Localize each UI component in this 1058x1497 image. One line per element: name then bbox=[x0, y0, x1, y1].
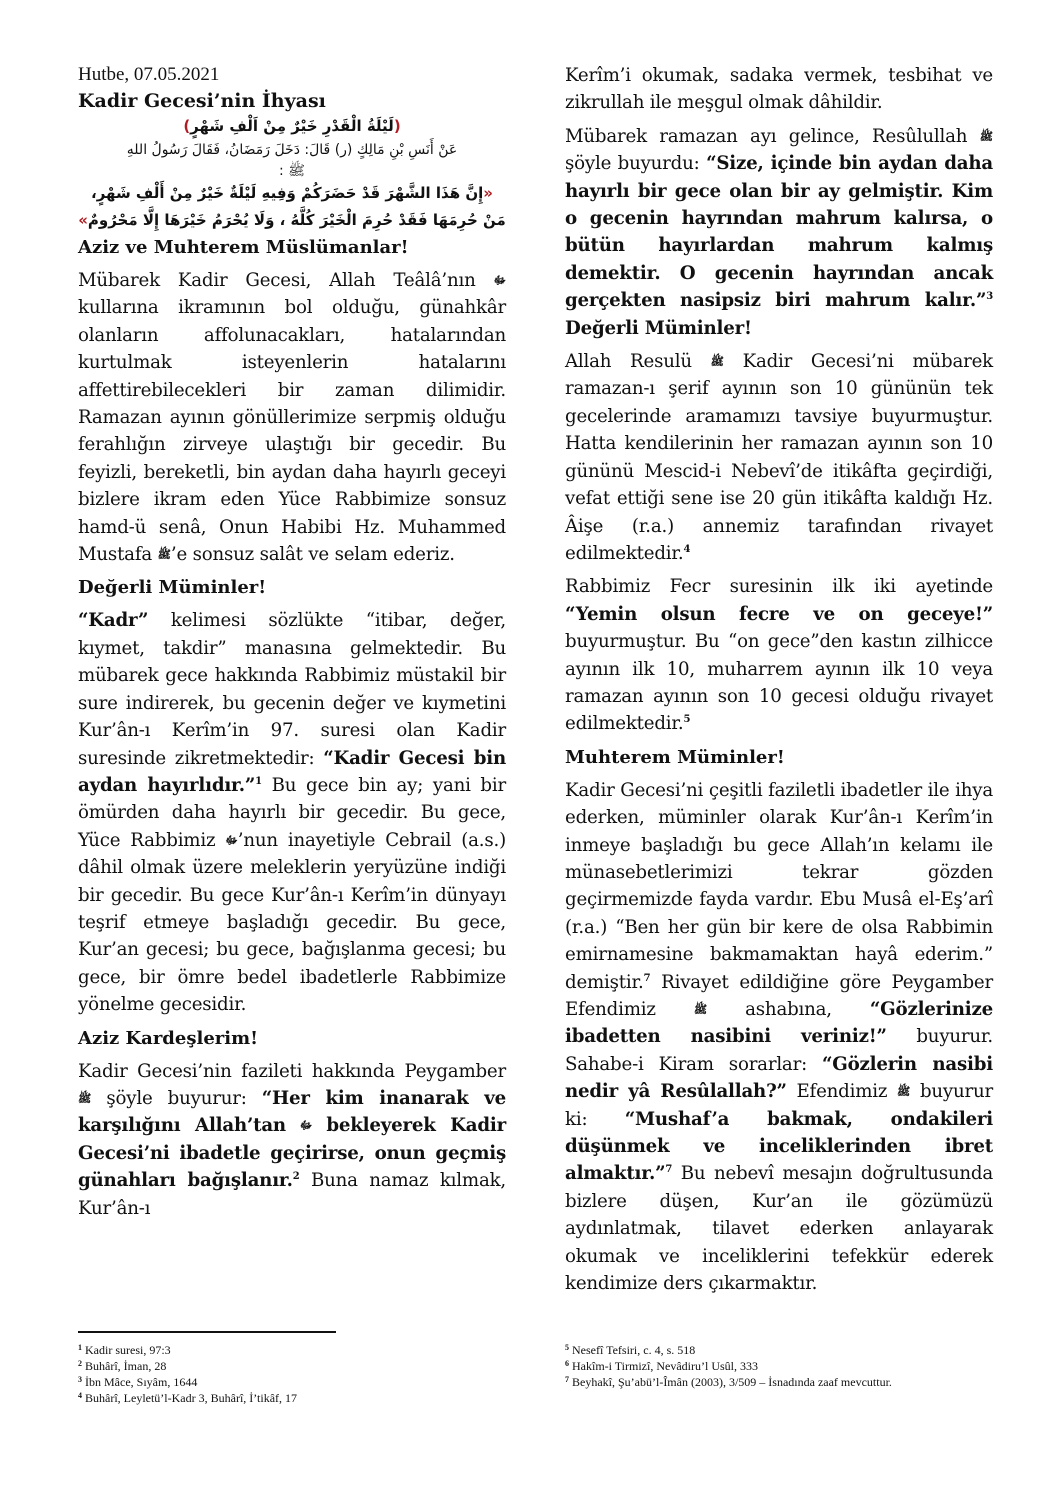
heading-aziz-kardeslerim: Aziz Kardeşlerim! bbox=[78, 1027, 259, 1049]
jalla-jalaluhu-icon: ﷻ bbox=[225, 833, 238, 847]
footnote-ref-3[interactable]: 3 bbox=[986, 291, 993, 303]
salawat-icon: ﷺ bbox=[896, 1085, 911, 1099]
sermon-title: Kadir Gecesi’nin İhyası bbox=[78, 90, 326, 112]
heading-aziz-muhterem: Aziz ve Muhterem Müslümanlar! bbox=[78, 237, 409, 258]
paragraph-7: Rabbimiz Fecr suresinin ilk iki ayetinde “Yemin olsun fecre ve on geceye!” buyurmuştur. Bu “on gece”den kastın zilhicce ayının ilk 10, muharrem ayının ilk 10 veya ramazan ayının son 10 gecesi olduğu rivayet edilmektedir.$^5$ bbox=[565, 576, 993, 735]
heading-degerli-mu-minler: Değerli Müminler! bbox=[78, 577, 267, 599]
salawat-icon: ﷺ bbox=[979, 129, 993, 143]
salawat-icon: ﷺ bbox=[693, 1003, 708, 1016]
salawat-icon: ﷺ bbox=[78, 1091, 92, 1105]
footnote-ref-4[interactable]: 4 bbox=[683, 543, 691, 555]
paragraph-5: Mübarek ramazan ayı gelince, Resûlullah ﷺ şöyle buyurdu: “Size, içinde bin aydan daha hayırlı bir gece olan bir ay gelmiştir. Kim o gecenin hayrından mahrum kalırsa, o bütün hayırlardan mahrum kalmış demektir. O gecenin hayrından ancak gerçekten nasipsiz biri mahrum kalır.”$^3$ Değerli Müminler! bbox=[565, 123, 993, 342]
footnote-4: $^4$ Buhârî, Leyletü’l-Kadr 3, Buhârî, İ’tikâf, 17 bbox=[78, 1391, 298, 1405]
footnotes-left bbox=[78, 1342, 538, 1406]
paragraph-6: Allah Resulü ﷺ Kadir Gecesi’ni mübarek ramazan-ı şerif ayının son 10 gününün tek gecelerinde aramamızı tavsiye buyurmuştur. Hatta kendilerinin her ramazan ayının son 10 gününü Mescid-i Nebevî’de itikâfta geçirdiği, vefat ettiği sene ise 20 gün itikâfta kaldığı Hz. Âişe (r.a.) annemiz tarafından rivayet edilmektedir.$^4$ bbox=[565, 348, 993, 567]
arabic-salawat: ﷺ : bbox=[278, 163, 306, 179]
right-column bbox=[565, 62, 993, 1303]
arabic-hadith-intro: عَنْ أَنَسِ بْنِ مَالِكٍ (ر) قَالَ: دَخَلَ رَمَضَانُ، فَقَالَ رَسُولُ اللهِ bbox=[126, 142, 458, 158]
arabic-verse: (لَيْلَةُ الْقَدْرِ خَيْرٌ مِنْ اَلْفِ شَهْرٍ) bbox=[183, 117, 401, 135]
paragraph-2: “Kadr” kelimesi sözlükte “itibar, değer, kıymet, takdir” manasına gelmektedir. Bu mübarek gece hakkında Rabbimiz müstakil bir sure indirerek, bu gecenin değer ve kıymetini Kur’ân-ı Kerîm’in 97. suresi olan Kadir suresinde zikretmektedir: “Kadir Gecesi bin aydan hayırlıdır.”$^1$ Bu gece bin ay; yani bir ömürden daha hayırlı bir gecedir. Bu gece, Yüce Rabbimiz ﷻ’nun inayetiyle Cebrail (a.s.) dâhil olmak üzere meleklerin yeryüzüne indiği bir gecedir. Bu gece Kur’ân-ı Kerîm’in dünyayı teşrif etmeye başladığı gecedir. Bu gece, Kur’an gecesi; bu gece, bağışlanma gecesi; bu gece, bir ömre bedel ibadetlerle Rabbimize yönelme gecesidir. bbox=[78, 610, 506, 1016]
footnote-ref-7: 7 bbox=[665, 1164, 673, 1176]
footnote-7: $^7$ Beyhakî, Şu’abü’l-Îmân (2003), 3/509 – İsnadında zaaf mevcuttur. bbox=[565, 1375, 892, 1389]
verse-close-bracket: ) bbox=[183, 117, 191, 135]
footnote-ref-6[interactable]: 7 bbox=[643, 972, 651, 984]
sermon-date: Hutbe, 07.05.2021 bbox=[78, 64, 220, 85]
footnote-5: $^5$ Nesefî Tefsiri, c. 4, s. 518 bbox=[565, 1343, 696, 1357]
verse-open-bracket: ( bbox=[393, 117, 401, 135]
footnote-3: $^3$ İbn Mâce, Sıyâm, 1644 bbox=[78, 1375, 198, 1389]
footnote-ref-1[interactable]: 1 bbox=[255, 775, 262, 787]
salawat-icon: ﷺ bbox=[157, 548, 171, 562]
paragraph-1: Mübarek Kadir Gecesi, Allah Teâlâ’nın ﷻ kullarına ikramının bol olduğu, günahkâr olanların affolunacakları, hatalarından kurtulmak isteyenlerin hatalarını affettirebilecekleri bir zaman dilimidir. Ramazan ayının gönüllerimize serpmiş olduğu ferahlığın zirveye ulaştığı bir gecedir. Bu feyizli, bereketli, bin aydan daha hayırlı geceyi bizlere ikram eden Yüce Rabbimize sonsuz hamd-ü senâ, Onun Habibi Hz. Muhammed Mustafa ﷺ’e sonsuz salât ve selam ederiz. bbox=[78, 267, 506, 568]
left-column bbox=[78, 62, 506, 1228]
footnote-ref-5[interactable]: 5 bbox=[683, 714, 691, 726]
heading-muhterem-mu-minler: Muhterem Müminler! bbox=[565, 746, 785, 768]
heading-degerli-mu-minler-inline: Değerli Müminler! bbox=[565, 317, 752, 339]
paragraph-4: Kerîm’i okumak, sadaka vermek, tesbihat ve zikrullah ile meşgul olmak dâhildir. bbox=[565, 65, 993, 114]
footnote-1: $^1$ Kadir suresi, 97:3 bbox=[78, 1343, 171, 1357]
jalla-jalaluhu-icon: ﷻ bbox=[299, 1119, 313, 1133]
footnotes-right bbox=[565, 1342, 1025, 1390]
footnote-ref-2[interactable]: 2 bbox=[292, 1171, 300, 1183]
footnote-2: $^2$ Buhârî, İman, 28 bbox=[78, 1359, 167, 1373]
footnote-separator bbox=[78, 1331, 336, 1333]
footnote-6: $^6$ Hakîm-i Tirmizî, Nevâdiru’l Usûl, 333 bbox=[565, 1359, 758, 1373]
arabic-hadith: «إِنَّ هَذَا الشَّهْرَ قَدْ حَضَرَكُمْ وَفِيهِ لَيْلَةٌ خَيْرٌ مِنْ أَلْفِ شَهْرٍ، مَنْ حُرِمَهَا فَقَدْ حُرِمَ الْخَيْرَ كُلَّهُ ، وَلَا يُحْرَمُ خَيْرَهَا إِلَّا مَحْرُومٌ» bbox=[78, 184, 506, 229]
jalla-jalaluhu-icon: ﷻ bbox=[493, 274, 506, 287]
paragraph-8: Kadir Gecesi’ni çeşitli faziletli ibadetler ile ihya ederken, müminler olarak Kur’ân-ı Kerîm’in inmeye başladığı bu gece Allah’ın kelamı ile münasebetlerimizi tekrar gözden geçirmemizde fayda vardır. Ebu Musâ el-Eş’arî (r.a.) “Ben her gün bir kere de olsa Rabbimin emirnamesine bakmamaktan hayâ ederim.” demiştir.$^7$ Rivayet edildiğine göre Peygamber Efendimiz ﷺ ashabına, “Gözlerinize ibadetten nasibini veriniz!” buyurur. Sahabe-i Kiram sorarlar: “Gözlerin nasibi nedir yâ Resûlallah?” Efendimiz ﷺ buyurur ki: “Mushaf’a bakmak, ondakileri düşünmek ve inceliklerinden ibret almaktır.”$^7$ Bu nebevî mesajın doğrultusunda bizlere düşen, Kur’an ile gözümüzü aydınlatmak, tilavet ederken anlayarak okumak ve inceliklerini tefekkür ederek kendimize ders çıkarmaktır. bbox=[565, 779, 993, 1295]
salawat-icon: ﷺ bbox=[710, 355, 724, 369]
paragraph-3: Kadir Gecesi’nin fazileti hakkında Peygamber ﷺ şöyle buyurur: “Her kim inanarak ve karşılığını Allah’tan ﷻ bekleyerek Kadir Gecesi’ni ibadetle geçirirse, onun geçmiş günahları bağışlanır.$^2$ Buna namaz kılmak, Kur’ân-ı bbox=[78, 1060, 506, 1219]
